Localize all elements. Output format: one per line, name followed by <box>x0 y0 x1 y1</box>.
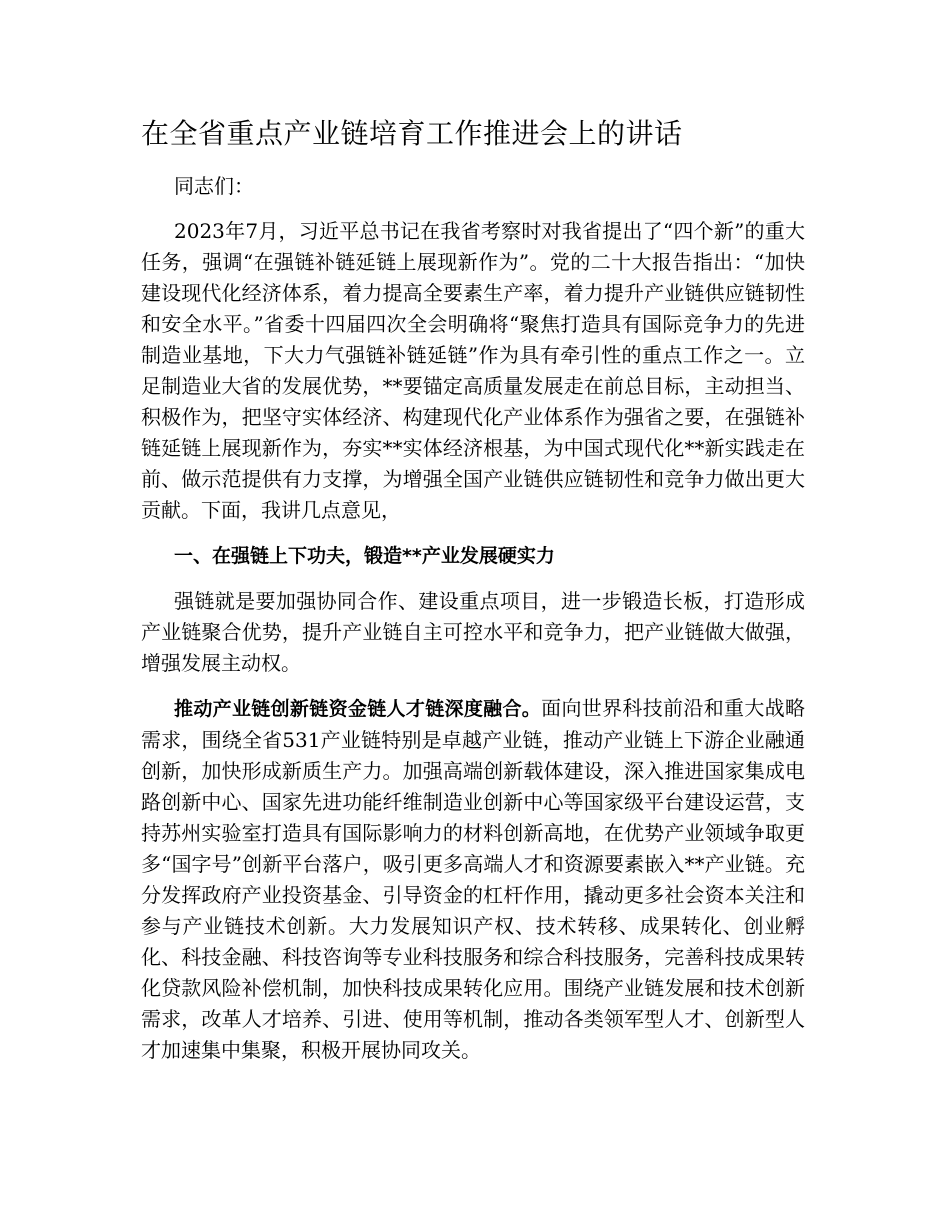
document-body <box>141 112 805 1080</box>
document-title: 在全省重点产业链培育工作推进会上的讲话 <box>141 117 683 150</box>
point-1-paragraph <box>141 693 805 1066</box>
greeting: 同志们： <box>174 174 254 198</box>
section-heading-1: 一、在强链上下功夫，锻造**产业发展硬实力 <box>174 545 555 567</box>
point-1-lead: 推动产业链创新链资金链人才链深度融合。 <box>174 698 542 720</box>
point-1-body: 面向世界科技前沿和重大战略需求，围绕全省531产业链特别是卓越产业链，推动产业链上下游企业融通创新，加快形成新质生产力。加强高端创新载体建设，深入推进国家集成电路创新中心、国家先进功能纤维制造业创新中心等国家级平台建设运营，支持苏州实验室打造具有国际影响力的材料创新高地，在优势产业领域争取更多“国字号”创新平台落户，吸引更多高端人才和资源要素嵌入**产业链。充分发挥政府产业投资基金、引导资金的杠杆作用，撬动更多社会资本关注和参与产业链技术创新。大力发展知识产权、技术转移、成果转化、创业孵化、科技金融、科技咨询等专业科技服务和综合科技服务，完善科技成果转化贷款风险补偿机制，加快科技成果转化应用。围绕产业链发展和技术创新需求，改革人才培养、引进、使用等机制，推动各类领军型人才、创新型人才加速集中集聚，积极开展协同攻关。 <box>141 696 805 1062</box>
intro-paragraph: 2023年7月，习近平总书记在我省考察时对我省提出了“四个新”的重大任务，强调“在强链补链延链上展现新作为”。党的二十大报告指出：“加快建设现代化经济体系，着力提高全要素生产率，着力提升产业链供应链韧性和安全水平。”省委十四届四次全会明确将“聚焦打造具有国际竞争力的先进制造业基地，下大力气强链补链延链”作为具有牵引性的重点工作之一。立足制造业大省的发展优势，**要锚定高质量发展走在前总目标，主动担当、积极作为，把坚守实体经济、构建现代化产业体系作为强省之要，在强链补链延链上展现新作为，夯实**实体经济根基，为中国式现代化**新实践走在前、做示范提供有力支撑，为增强全国产业链供应链韧性和竞争力做出更大贡献。下面，我讲几点意见， <box>141 219 805 522</box>
section-1-paragraph: 强链就是要加强协同合作、建设重点项目，进一步锻造长板，打造形成产业链聚合优势，提升产业链自主可控水平和竞争力，把产业链做大做强，增强发展主动权。 <box>141 589 805 675</box>
